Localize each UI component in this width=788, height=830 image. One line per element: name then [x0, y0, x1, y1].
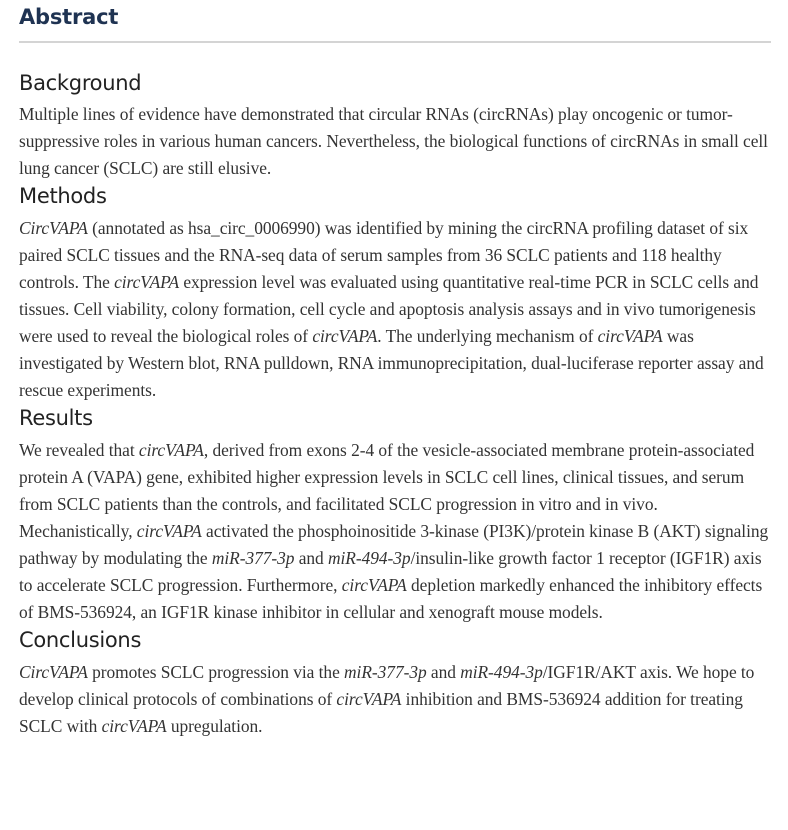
- methods-section: [19, 182, 771, 404]
- text-run: . The underlying mechanism of: [377, 326, 598, 346]
- text-run: depletion markedly enhanced the inhibitory effects of BMS-536924, an IGF1R kinase inhibitor in cellular and xenograft mouse models.: [19, 575, 763, 622]
- italic-term: circVAPA: [312, 326, 378, 346]
- background-text: [19, 101, 771, 182]
- background-section: [19, 69, 771, 182]
- italic-term: circVAPA: [114, 272, 180, 292]
- italic-term: circVAPA: [101, 716, 167, 736]
- results-section: [19, 404, 771, 626]
- results-heading: Results: [19, 406, 93, 430]
- text-run: /insulin-like growth factor 1 receptor (IGF1R) axis to accelerate SCLC progression. Furthermore,: [19, 548, 762, 595]
- italic-term: circVAPA: [138, 440, 204, 460]
- italic-term: miR-494-3p: [328, 548, 411, 568]
- text-run: promotes SCLC progression via the: [87, 662, 345, 682]
- abstract-section: [19, 0, 771, 740]
- text-run: (annotated as hsa_circ_0006990) was identified by mining the circRNA profiling dataset of six paired SCLC tissues and the RNA-seq data of serum samples from 36 SCLC patients and 118 healthy controls. The: [19, 218, 749, 292]
- text-run: and: [294, 548, 328, 568]
- italic-term: circVAPA: [336, 689, 402, 709]
- italic-term: miR-494-3p: [460, 662, 543, 682]
- methods-text: [19, 215, 771, 404]
- background-heading: Background: [19, 71, 142, 95]
- conclusions-section: [19, 626, 771, 740]
- italic-term: circVAPA: [136, 521, 202, 541]
- italic-term: miR-377-3p: [344, 662, 427, 682]
- italic-term: circVAPA: [341, 575, 407, 595]
- text-run: was investigated by Western blot, RNA pulldown, RNA immunoprecipitation, dual-luciferase reporter assay and rescue experiments.: [19, 326, 764, 400]
- abstract-title: Abstract: [19, 5, 119, 29]
- text-run: We revealed that: [19, 440, 139, 460]
- italic-term: circVAPA: [597, 326, 663, 346]
- text-run: and: [426, 662, 461, 682]
- text-run: expression level was evaluated using quantitative real-time PCR in SCLC cells and tissues. Cell viability, colony formation, cell cycle and apoptosis analysis assays and in vivo tumorigenesis were used to reveal the biological roles of: [19, 272, 759, 346]
- conclusions-text: [19, 659, 771, 740]
- results-text: [19, 437, 771, 626]
- italic-term: CircVAPA: [19, 662, 88, 682]
- text-run: activated the phosphoinositide 3-kinase (PI3K)/protein kinase B (AKT) signaling pathway by modulating the: [19, 521, 769, 568]
- methods-heading: Methods: [19, 184, 107, 208]
- text-run: inhibition and BMS-536924 addition for treating SCLC with: [19, 689, 743, 736]
- italic-term: CircVAPA: [19, 218, 88, 238]
- italic-term: miR-377-3p: [211, 548, 295, 568]
- text-run: upregulation.: [166, 716, 263, 736]
- title-divider: [19, 41, 771, 43]
- conclusions-heading: Conclusions: [19, 628, 142, 652]
- text-run: /IGF1R/AKT axis. We hope to develop clinical protocols of combinations of: [19, 662, 755, 709]
- text-run: , derived from exons 2-4 of the vesicle-associated membrane protein-associated protein A (VAPA) gene, exhibited higher expression levels in SCLC cell lines, clinical tissues, and serum from SCLC patients than the controls, and facilitated SCLC progression in vitro and in vivo. Mechanistically,: [19, 440, 755, 541]
- text-run: Multiple lines of evidence have demonstrated that circular RNAs (circRNAs) play oncogenic or tumor-suppressive roles in various human cancers. Nevertheless, the biological functions of circRNAs in small cell lung cancer (SCLC) are still elusive.: [19, 104, 768, 178]
